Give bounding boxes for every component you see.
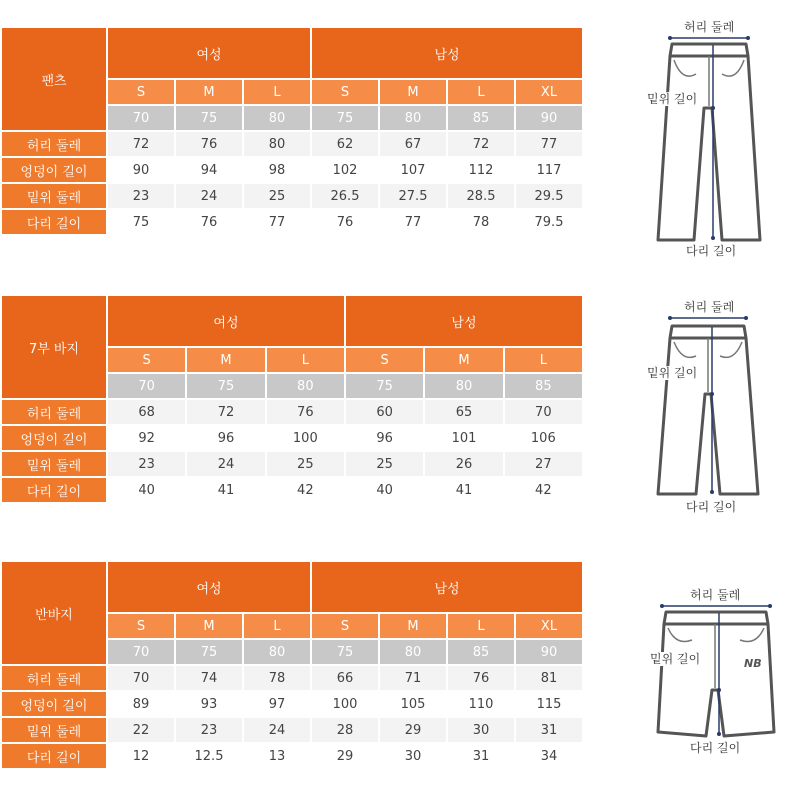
cropped-pants-diagram [640,296,800,520]
table-cell: 31 [448,744,514,768]
size-number: 80 [267,374,344,398]
table-cell: 70 [505,400,582,424]
table-cell: 89 [108,692,174,716]
table-cell: 102 [312,158,378,182]
size-number: 75 [312,106,378,130]
table-cell: 12.5 [176,744,242,768]
table-cell: 66 [312,666,378,690]
shorts-diagram [640,586,800,766]
table-cell: 79.5 [516,210,582,234]
size-label: XL [516,80,582,104]
row-label-waist: 허리 둘레 [2,400,106,424]
table-row [2,452,582,476]
table-cell: 28 [312,718,378,742]
table-cell: 24 [176,184,242,208]
size-number: 80 [380,106,446,130]
table-cell: 81 [516,666,582,690]
rise-measure-label: 밑위 길이 [650,652,701,666]
size-label: M [380,614,446,638]
table-cell: 76 [176,210,242,234]
table-cell: 93 [176,692,242,716]
table-row [2,184,582,208]
table-cell: 29 [312,744,378,768]
table-cell: 77 [380,210,446,234]
table-row [2,744,582,768]
table-cell: 76 [176,132,242,156]
women-header: 여성 [108,562,310,612]
table-cell: 96 [346,426,423,450]
table-cell: 115 [516,692,582,716]
waist-measure-label: 허리 둘레 [684,20,735,34]
men-header: 남성 [312,28,582,78]
table-cell: 105 [380,692,446,716]
row-label-leg: 다리 길이 [2,210,106,234]
table-cell: 41 [187,478,264,502]
table-cell: 110 [448,692,514,716]
size-label: L [448,614,514,638]
table-row [2,400,582,424]
size-number: 70 [108,640,174,664]
table-row [2,132,582,156]
table-cell: 96 [187,426,264,450]
table-cell: 78 [244,666,310,690]
category-label: 팬츠 [2,28,106,130]
category-label: 7부 바지 [2,296,106,398]
table-cell: 24 [187,452,264,476]
row-label-leg: 다리 길이 [2,478,106,502]
men-header: 남성 [312,562,582,612]
table-cell: 62 [312,132,378,156]
table-row [2,426,582,450]
size-number: 80 [425,374,502,398]
size-number: 85 [448,640,514,664]
size-number: 80 [244,640,310,664]
table-cell: 29 [380,718,446,742]
row-label-rise: 밑위 둘레 [2,184,106,208]
table-cell: 77 [244,210,310,234]
table-cell: 72 [187,400,264,424]
table-cell: 78 [448,210,514,234]
rise-measure-label: 밑위 길이 [647,366,698,380]
row-label-waist: 허리 둘레 [2,666,106,690]
row-label-leg: 다리 길이 [2,744,106,768]
cropped-pants-illustration [640,296,800,520]
table-row [2,478,582,502]
row-label-rise: 밑위 둘레 [2,718,106,742]
size-number: 85 [448,106,514,130]
row-label-hip: 엉덩이 길이 [2,426,106,450]
table-cell: 40 [346,478,423,502]
leg-measure-label: 다리 길이 [686,244,737,258]
table-cell: 77 [516,132,582,156]
table-cell: 26.5 [312,184,378,208]
table-cell: 117 [516,158,582,182]
size-number: 75 [346,374,423,398]
size-label: L [244,80,310,104]
table-cell: 23 [176,718,242,742]
table-cell: 27 [505,452,582,476]
waist-measure-label: 허리 둘레 [690,588,741,602]
size-table-pants [0,26,584,236]
rise-measure-label: 밑위 길이 [647,92,698,106]
size-label: S [312,614,378,638]
size-label: M [425,348,502,372]
waist-measure-label: 허리 둘레 [684,300,735,314]
table-cell: 72 [108,132,174,156]
table-row [2,210,582,234]
row-label-rise: 밑위 둘레 [2,452,106,476]
table-cell: 22 [108,718,174,742]
size-number: 70 [108,106,174,130]
leg-measure-label: 다리 길이 [686,500,737,514]
size-number: 90 [516,640,582,664]
brand-logo: NB [744,657,762,670]
table-cell: 80 [244,132,310,156]
size-number: 80 [380,640,446,664]
table-cell: 25 [267,452,344,476]
table-row [2,158,582,182]
size-label: L [448,80,514,104]
size-label: L [244,614,310,638]
table-cell: 42 [267,478,344,502]
table-cell: 72 [448,132,514,156]
table-cell: 12 [108,744,174,768]
table-cell: 98 [244,158,310,182]
pants-diagram [640,12,800,262]
table-cell: 92 [108,426,185,450]
table-cell: 41 [425,478,502,502]
table-cell: 74 [176,666,242,690]
row-label-hip: 엉덩이 길이 [2,158,106,182]
table-cell: 112 [448,158,514,182]
women-header: 여성 [108,296,344,346]
shorts-illustration [640,586,800,766]
size-number: 75 [176,106,242,130]
size-label: M [176,614,242,638]
size-label: S [108,80,174,104]
table-cell: 100 [312,692,378,716]
table-cell: 42 [505,478,582,502]
table-cell: 70 [108,666,174,690]
table-cell: 76 [448,666,514,690]
size-table-shorts [0,560,584,770]
size-label: S [108,348,185,372]
table-cell: 76 [267,400,344,424]
table-cell: 25 [346,452,423,476]
women-header: 여성 [108,28,310,78]
size-label: S [346,348,423,372]
size-label: XL [516,614,582,638]
table-cell: 71 [380,666,446,690]
table-cell: 23 [108,184,174,208]
size-label: M [176,80,242,104]
size-label: S [108,614,174,638]
table-cell: 31 [516,718,582,742]
size-number: 75 [312,640,378,664]
size-label: M [187,348,264,372]
table-cell: 75 [108,210,174,234]
table-cell: 68 [108,400,185,424]
table-cell: 76 [312,210,378,234]
table-cell: 26 [425,452,502,476]
size-label: S [312,80,378,104]
size-number: 90 [516,106,582,130]
table-cell: 30 [448,718,514,742]
row-label-waist: 허리 둘레 [2,132,106,156]
leg-measure-label: 다리 길이 [690,741,741,755]
table-cell: 40 [108,478,185,502]
table-cell: 28.5 [448,184,514,208]
table-cell: 30 [380,744,446,768]
table-row [2,718,582,742]
pants-illustration [640,12,800,262]
table-cell: 29.5 [516,184,582,208]
size-number: 85 [505,374,582,398]
row-label-hip: 엉덩이 길이 [2,692,106,716]
table-cell: 24 [244,718,310,742]
table-row [2,666,582,690]
size-number: 75 [176,640,242,664]
size-table-cropped-pants [0,294,584,504]
size-number: 80 [244,106,310,130]
table-cell: 94 [176,158,242,182]
size-label: L [505,348,582,372]
table-row [2,692,582,716]
size-number: 75 [187,374,264,398]
table-cell: 27.5 [380,184,446,208]
size-number: 70 [108,374,185,398]
table-cell: 25 [244,184,310,208]
table-cell: 34 [516,744,582,768]
table-cell: 107 [380,158,446,182]
category-label: 반바지 [2,562,106,664]
table-cell: 67 [380,132,446,156]
table-cell: 100 [267,426,344,450]
table-cell: 23 [108,452,185,476]
table-cell: 97 [244,692,310,716]
table-cell: 60 [346,400,423,424]
size-label: L [267,348,344,372]
table-cell: 90 [108,158,174,182]
size-label: M [380,80,446,104]
table-cell: 65 [425,400,502,424]
table-cell: 106 [505,426,582,450]
men-header: 남성 [346,296,582,346]
table-cell: 101 [425,426,502,450]
table-cell: 13 [244,744,310,768]
